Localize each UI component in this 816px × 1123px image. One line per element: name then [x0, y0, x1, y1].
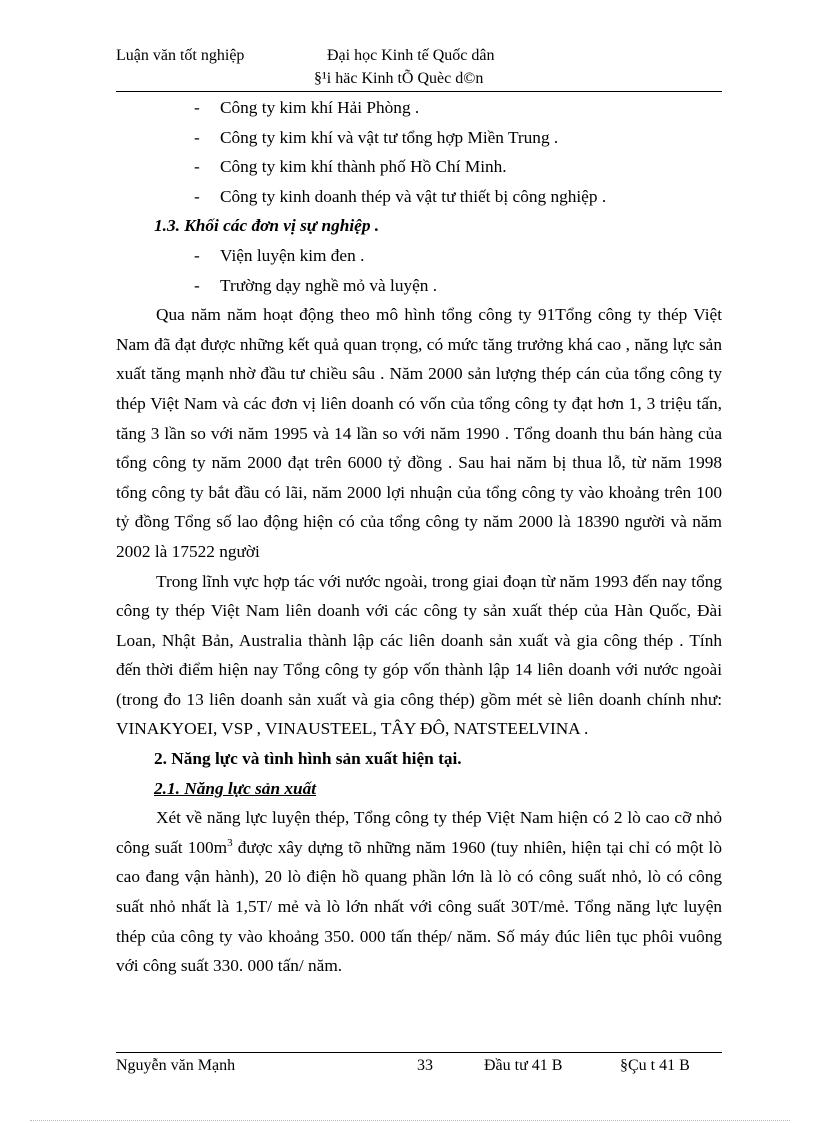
list-item-text: Công ty kim khí thành phố Hồ Chí Minh.: [220, 157, 507, 177]
list-item: [116, 182, 722, 212]
paragraph-cooperation: Trong lĩnh vực hợp tác với nước ngoài, trong giai đoạn từ năm 1993 đến nay tổng công ty thép Việt Nam liên doanh với các công ty sản xuất thép của Hàn Quốc, Đài Loan, Nhật Bản, Australia thành lập các liên doanh sản xuất và gia công thép . Tính đến thời điểm hiện nay Tổng công ty góp vốn thành lập 14 liên doanh với nước ngoài (trong đo 13 liên doanh sản xuất và gia công thép) gồm mét sè liên doanh chính như: VINAKYOEI, VSP , VINAUSTEEL, TÂY ĐÔ, NATSTEELVINA .: [116, 571, 722, 739]
paragraph-capacity-part2: được xây dựng tõ những năm 1960 (tuy nhiên, hiện tại chỉ có một lò cao đang vận hành), 20 lò điện hồ quang phần lớn là lò có công suất nhỏ, lò có công suất nhỏ nhất là 1,5T/ mẻ và lò lớn nhất với công suất 30T/mẻ. Tổng năng lực luyện thép của công ty vào khoảng 350. 000 tấn thép/ năm. Số máy đúc liên tục phôi vuông với công suất 330. 000 tấn/ năm.: [116, 837, 722, 976]
page-number: 33: [417, 1057, 433, 1074]
list-item: [116, 93, 722, 123]
page-edge-dotted-line: [30, 1120, 790, 1121]
page-body: [116, 93, 722, 981]
bullet-dash: -: [194, 157, 200, 177]
list-item-text: Trường dạy nghề mỏ và luyện .: [220, 275, 438, 295]
section-heading-1-3: 1.3. Khối các đơn vị sự nghiệp .: [154, 216, 380, 236]
header-thesis-label: Luận văn tốt nghiệp: [116, 47, 245, 64]
bullet-dash: -: [194, 186, 200, 206]
header-divider: [116, 91, 722, 92]
list-item-text: Công ty kim khí và vật tư tổng hợp Miền Trung .: [220, 127, 559, 147]
bullet-dash: -: [194, 245, 200, 265]
list-item-text: Viện luyện kim đen .: [220, 245, 365, 265]
paragraph-performance: Qua năm năm hoạt động theo mô hình tổng công ty 91Tổng công ty thép Việt Nam đã đạt được những kết quả quan trọng, có mức tăng trưởng khá cao , năng lực sản xuất tăng mạnh nhờ đầu tư chiều sâu . Năm 2000 sản lượng thép cán của tổng công ty thép Việt Nam và các đơn vị liên doanh có vốn của tổng công ty đạt hơn 1, 3 triệu tấn, tăng 3 lần so với năm 1995 và 14 lần so với năm 1990 . Tổng doanh thu bán hàng của tổng công ty năm 2000 đạt trên 6000 tỷ đồng . Sau hai năm bị thua lỗ, từ năm 1998 tổng công ty bắt đầu có lãi, năm 2000 lợi nhuận của tổng công ty vào khoảng trên 100 tỷ đồng Tổng số lao động hiện có của tổng công ty năm 2000 là 18390 người và năm 2002 là 17522 người: [116, 305, 722, 561]
list-item: [116, 241, 722, 271]
footer-divider: [116, 1052, 722, 1053]
list-item-text: Công ty kim khí Hải Phòng .: [220, 98, 420, 117]
paragraph-capacity-part1: Xét về năng lực luyện thép, Tổng công ty thép Việt Nam hiện có 2 lò cao cỡ nhỏ công suất 100m: [116, 808, 722, 857]
header-university-garbled: §¹i häc Kinh tÕ Quèc d©n: [314, 70, 484, 87]
list-item-text: Công ty kinh doanh thép và vật tư thiết bị công nghiệp .: [220, 186, 607, 206]
bullet-dash: -: [194, 98, 200, 117]
paragraph-capacity: [116, 803, 722, 981]
section-heading-2-1: 2.1. Năng lực sản xuất: [154, 778, 317, 798]
section-heading-2: 2. Năng lực và tình hình sản xuất hiện tại.: [154, 749, 462, 769]
bullet-dash: -: [194, 127, 200, 147]
bullet-dash: -: [194, 275, 200, 295]
list-item: [116, 152, 722, 182]
header-university: Đại học Kinh tế Quốc dân: [327, 47, 495, 64]
footer-class: Đầu tư 41 B: [484, 1057, 563, 1074]
footer-class-garbled: §Çu t 41 B: [620, 1057, 690, 1074]
list-item: [116, 123, 722, 153]
footer-author: Nguyễn văn Mạnh: [116, 1057, 236, 1074]
list-item: [116, 271, 722, 301]
superscript-cubed: 3: [227, 837, 233, 850]
